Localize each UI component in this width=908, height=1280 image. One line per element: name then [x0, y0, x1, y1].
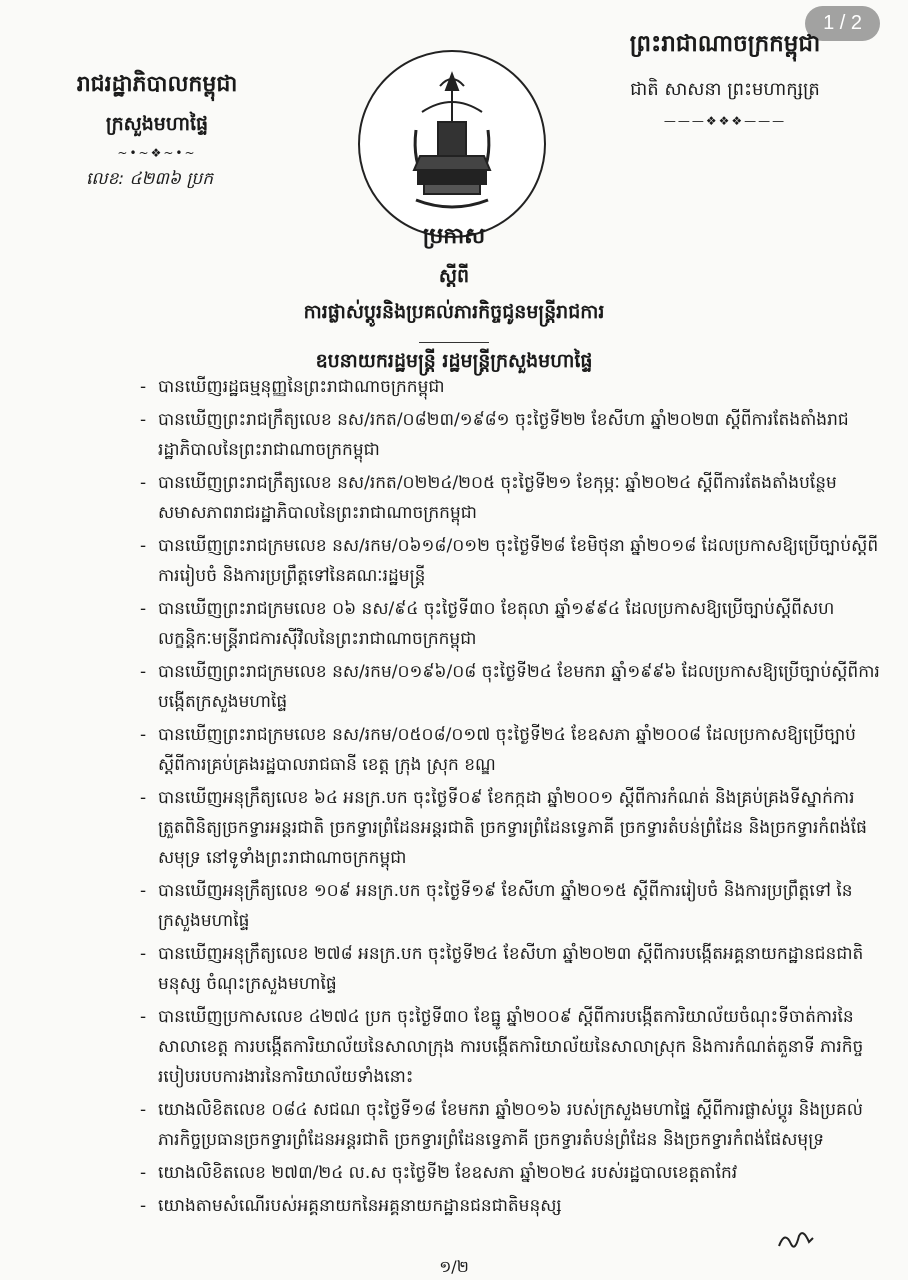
- kingdom-name: ព្រះរាជាណាចក្រកម្ពុជា: [629, 31, 821, 57]
- clause-item: - បានឃើញព្រះរាជក្រមលេខ នស/រកម/០១៩៦/០៨ ចុះថ្ងៃទី២៤ ខែមករា ឆ្នាំ១៩៩៦ ដែលប្រកាសឱ្យប្រើច្បាប់ស្តីពីការបង្កើតក្រសួងមហាផ្ទៃ: [140, 657, 880, 717]
- clause-item: - យោងតាមសំណើរបស់អគ្គនាយកនៃអគ្គនាយកដ្ឋានជនជាតិមនុស្ស: [140, 1191, 880, 1221]
- clause-item: - បានឃើញអនុក្រឹត្យលេខ ១០៩ អនក្រ.បក ចុះថ្ងៃទី១៩ ខែសីហា ឆ្នាំ២០១៥ ស្តីពីការរៀបចំ និងការប្រព្រឹត្តទៅ នៃក្រសួងមហាផ្ទៃ: [140, 876, 880, 936]
- title-block: [0, 222, 908, 377]
- title-about: ស្តីពី: [438, 265, 470, 287]
- clause-item: - បានឃើញរដ្ឋធម្មនុញ្ញនៃព្រះរាជាណាចក្រកម្ពុជា: [140, 372, 880, 402]
- page-counter-badge: 1 / 2: [805, 6, 880, 41]
- right-header: [590, 30, 860, 128]
- right-ornament: ———❖❖❖———: [663, 114, 787, 128]
- left-header: [52, 70, 262, 193]
- clause-item: - បានឃើញព្រះរាជក្រមលេខ នស/រកម/០៦១៨/០១២ ចុះថ្ងៃទី២៨ ខែមិថុនា ឆ្នាំ២០១៨ ដែលប្រកាសឱ្យប្រើច្បាប់ស្តីពីការរៀបចំ និងការប្រព្រឹត្តទៅនៃគណៈរដ្ឋមន្ត្រី: [140, 531, 880, 591]
- page-number: ១/២: [439, 1257, 469, 1276]
- clause-item: - បានឃើញព្រះរាជក្រឹត្យលេខ នស/រកត/០៨២៣/១៩៨១ ចុះថ្ងៃទី២២ ខែសីហា ឆ្នាំ២០២៣ ស្តីពីការតែងតាំងរាជរដ្ឋាភិបាលនៃព្រះរាជាណាចក្រកម្ពុជា: [140, 405, 880, 465]
- government-name: រាជរដ្ឋាភិបាលកម្ពុជា: [76, 72, 238, 97]
- clause-item: - បានឃើញប្រកាសលេខ ៤២៧៤ ប្រក ចុះថ្ងៃទី៣០ ខែធ្នូ ឆ្នាំ២០០៩ ស្តីពីការបង្កើតការិយាល័យចំណុះទីចាត់ការនៃសាលាខេត្ត ការបង្កើតការិយាល័យនៃសាលាក្រុង ការបង្កើតការិយាល័យនៃសាលាស្រុក និងការកំណត់តួនាទី ភារកិច្ច របៀបរបបការងារនៃការិយាល័យទាំងនោះ: [140, 1002, 880, 1092]
- national-motto: ជាតិ សាសនា ព្រះមហាក្សត្រ: [630, 79, 820, 100]
- royal-emblem-icon: [358, 50, 546, 238]
- clause-item: - យោងលិខិតលេខ ២៧៣/២៤ ល.ស ចុះថ្ងៃទី២ ខែឧសភា ឆ្នាំ២០២៤ របស់រដ្ឋបាលខេត្តតាកែវ: [140, 1158, 880, 1188]
- left-ornament: ~•~❖~•~: [117, 146, 197, 160]
- clauses-list: [140, 372, 880, 1224]
- signature-mark-icon: [775, 1226, 815, 1254]
- clause-item: - បានឃើញព្រះរាជក្រមលេខ នស/រកម/០៥០៨/០១៧ ចុះថ្ងៃទី២៤ ខែឧសភា ឆ្នាំ២០០៨ ដែលប្រកាសឱ្យប្រើច្បាប់ស្តីពីការគ្រប់គ្រងរដ្ឋបាលរាជធានី ខេត្ត ក្រុង ស្រុក ខណ្ឌ: [140, 720, 880, 780]
- document-number: លេខ: ៤២៣៦ ប្រក: [86, 169, 214, 189]
- clause-item: - បានឃើញព្រះរាជក្រឹត្យលេខ នស/រកត/០២២៤/២០៥ ចុះថ្ងៃទី២១ ខែកុម្ភៈ ឆ្នាំ២០២៤ ស្តីពីការតែងតាំងបន្ថែមសមាសភាពរាជរដ្ឋាភិបាលនៃព្រះរាជាណាចក្រកម្ពុជា: [140, 468, 880, 528]
- clause-item: - យោងលិខិតលេខ ០៨៤ សជណ ចុះថ្ងៃទី១៨ ខែមករា ឆ្នាំ២០១៦ របស់ក្រសួងមហាផ្ទៃ ស្តីពីការផ្លាស់ប្តូរ និងប្រគល់ភារកិច្ចប្រធានច្រកទ្វារព្រំដែនអន្តរជាតិ ច្រកទ្វារព្រំដែនទ្វេភាគី ច្រកទ្វារតំបន់ព្រំដែន និងច្រកទ្វារកំពង់ផែសមុទ្រ: [140, 1095, 880, 1155]
- clause-item: - បានឃើញព្រះរាជក្រមលេខ ០៦ នស/៩៤ ចុះថ្ងៃទី៣០ ខែតុលា ឆ្នាំ១៩៩៤ ដែលប្រកាសឱ្យប្រើច្បាប់ស្តីពីសហលក្ខន្តិកៈមន្ត្រីរាជការស៊ីវិលនៃព្រះរាជាណាចក្រកម្ពុជា: [140, 594, 880, 654]
- issuer-title: ឧបនាយករដ្ឋមន្ត្រី រដ្ឋមន្ត្រីក្រសួងមហាផ្ទៃ: [315, 350, 593, 372]
- ministry-name: ក្រសួងមហាផ្ទៃ: [105, 113, 209, 135]
- document-type: ប្រកាស: [422, 224, 486, 249]
- clause-item: - បានឃើញអនុក្រឹត្យលេខ ៦៤ អនក្រ.បក ចុះថ្ងៃទី០៩ ខែកក្កដា ឆ្នាំ២០០១ ស្តីពីការកំណត់ និងគ្រប់គ្រងទីស្នាក់ការត្រួតពិនិត្យច្រកទ្វារអន្តរជាតិ ច្រកទ្វារព្រំដែនអន្តរជាតិ ច្រកទ្វារព្រំដែនទ្វេភាគី ច្រកទ្វារតំបន់ព្រំដែន និងច្រកទ្វារកំពង់ផែសមុទ្រ នៅទូទាំងព្រះរាជាណាចក្រកម្ពុជា: [140, 783, 880, 873]
- clause-item: - បានឃើញអនុក្រឹត្យលេខ ២៧៨ អនក្រ.បក ចុះថ្ងៃទី២៤ ខែសីហា ឆ្នាំ២០២៣ ស្តីពីការបង្កើតអគ្គនាយកដ្ឋានជនជាតិមនុស្ស ចំណុះក្រសួងមហាផ្ទៃ: [140, 939, 880, 999]
- title-divider: [419, 342, 489, 343]
- document-subject: ការផ្លាស់ប្តូរនិងប្រគល់ភារកិច្ចជូនមន្ត្រីរាជការ: [303, 301, 605, 323]
